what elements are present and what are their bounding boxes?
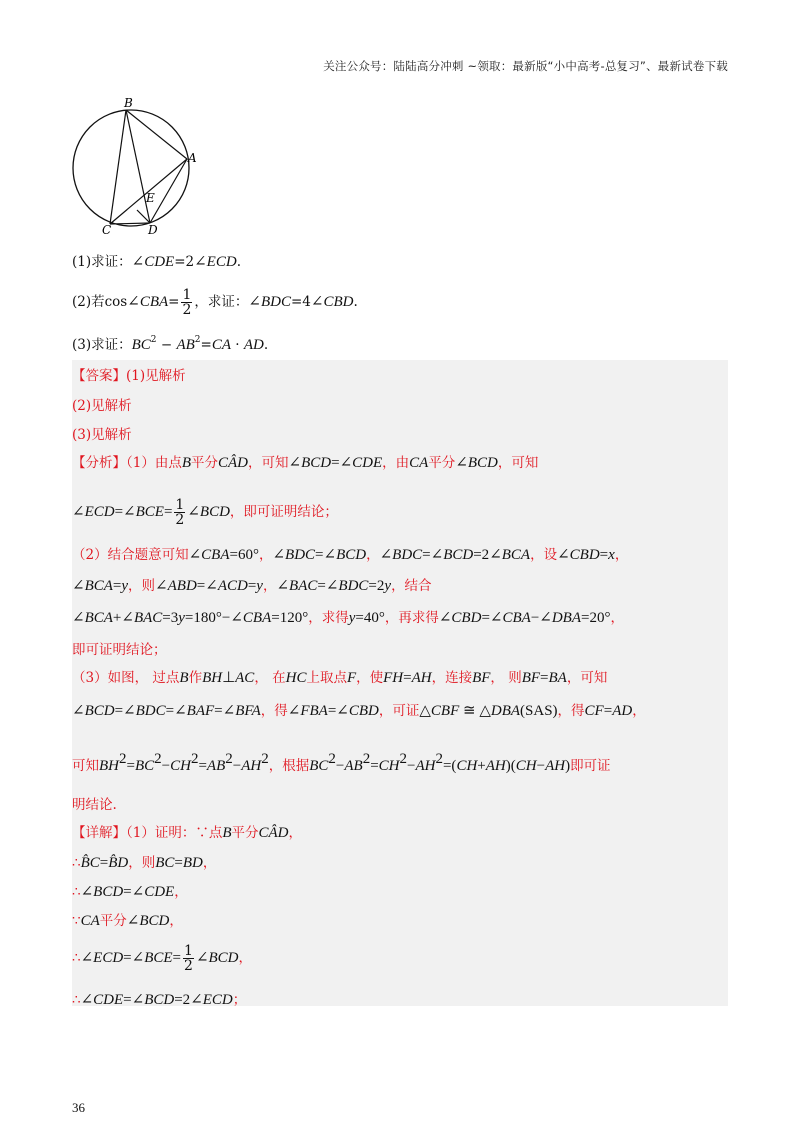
answer-line-1: 【答案】(1)见解析 xyxy=(72,368,186,384)
answer-line-3: (3)见解析 xyxy=(72,427,132,443)
analysis-line-8: ∠BCD=∠BDC=∠BAF=∠BFA，得∠FBA=∠CBD，可证△CBF ≅ △DBA(SAS)，得CF=AD， xyxy=(72,703,646,719)
label-D: D xyxy=(148,223,158,236)
analysis-line-7: （3）如图， 过点B作BH⊥AC， 在HC上取点F，使FH=AH，连接BF， 则BF=BA，可知 xyxy=(72,670,608,686)
analysis-line-5: ∠BCA+∠BAC=3y=180°−∠CBA=120°，求得y=40°，再求得∠CBD=∠CBA−∠DBA=20°， xyxy=(72,610,624,626)
label-A: A xyxy=(188,151,197,165)
analysis-line-1: 【分析】（1）由点B平分CÂD，可知∠BCD=∠CDE，由CA平分∠BCD，可知 xyxy=(72,455,539,471)
label-B: B xyxy=(124,96,133,110)
question-3: (3)求证：$BC^2 - AB^2=CA$ · AD. xyxy=(72,335,269,353)
analysis-line-10: 明结论. xyxy=(72,797,117,813)
question-1: (1)求证：∠CDE=2∠ECD. xyxy=(72,254,241,270)
question-2: (2)若cos∠CBA= $\frac{1}{2}$ ，求证：∠BDC=4∠CBD. xyxy=(72,287,358,318)
answer-line-2: (2)见解析 xyxy=(72,398,132,414)
label-C: C xyxy=(102,223,112,236)
detail-line-6: ∴∠CDE=∠BCD=2∠ECD； xyxy=(72,992,247,1008)
detail-line-2: ∴B̂C=B̂D，则BC=BD， xyxy=(72,855,217,871)
analysis-line-4: ∠BCA=y，则∠ABD=∠ACD=y，∠BAC=∠BDC=2y，结合 xyxy=(72,578,432,594)
page-header: 关注公众号：陆陆高分冲刺 ~领取：最新版“小中高考-总复习”、最新试卷下载 xyxy=(323,59,728,73)
analysis-line-6: 即可证明结论； xyxy=(72,642,167,658)
analysis-line-9: 可知BH2=BC2−CH2=AB2−AH2，根据BC2−AB2=CH2−AH2=(CH+AH)(CH−AH)即可证 xyxy=(72,751,611,774)
label-E: E xyxy=(146,191,155,205)
detail-line-3: ∴∠BCD=∠CDE， xyxy=(72,884,188,900)
page-number: 36 xyxy=(72,1100,85,1115)
analysis-line-2: ∠ECD=∠BCE= $\frac{1}{2}$ ∠BCD，即可证明结论； xyxy=(72,497,338,528)
detail-line-4: ∵CA平分∠BCD， xyxy=(72,913,183,929)
analysis-line-3: （2）结合题意可知∠CBA=60°，∠BDC=∠BCD，∠BDC=∠BCD=2∠BCA，设∠CBD=x， xyxy=(72,547,629,563)
detail-line-5: ∴∠ECD=∠BCE= $\frac{1}{2}$ ∠BCD， xyxy=(72,943,253,974)
geometry-figure xyxy=(66,96,206,236)
detail-line-1: 【详解】（1）证明：∵点B平分CÂD， xyxy=(72,825,303,841)
